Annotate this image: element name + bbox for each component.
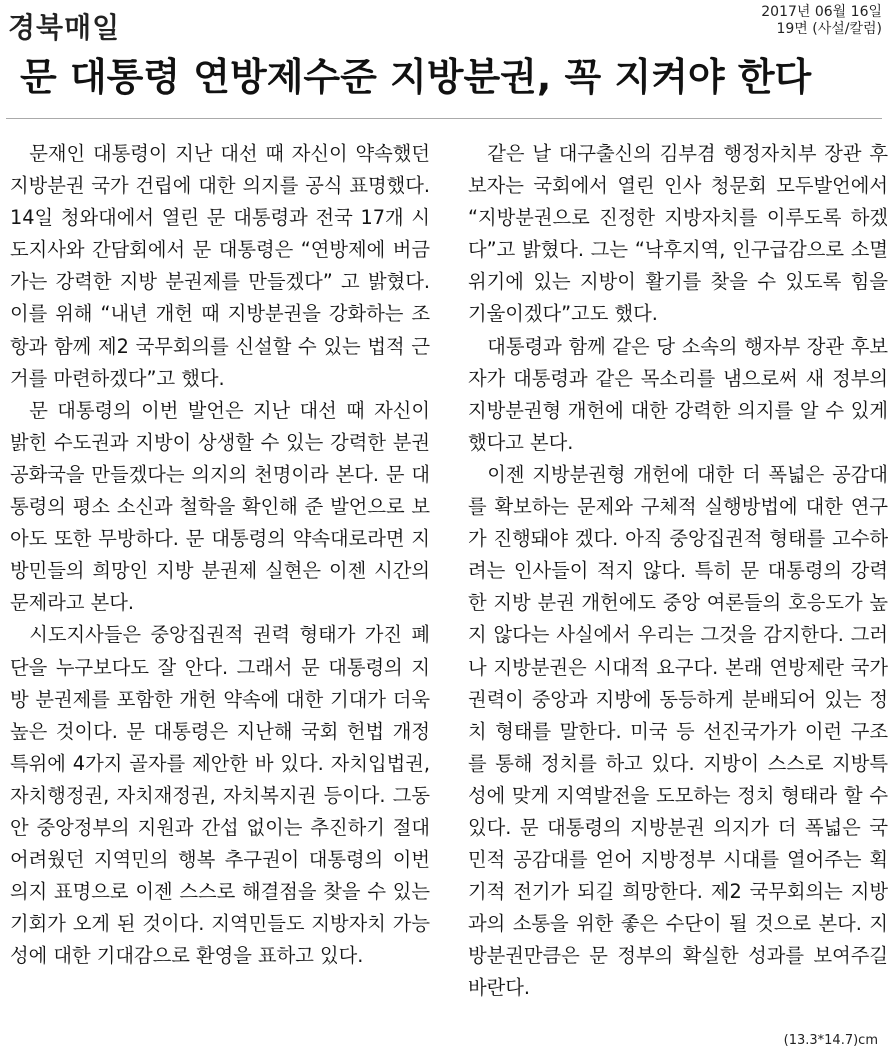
article-paragraph: 문 대통령의 이번 발언은 지난 대선 때 자신이 밝힌 수도권과 지방이 상생할 수 있는 강력한 분권 공화국을 만들겠다는 의지의 천명이라 본다. 문 대통령의 평소 소신과 철학을 확인해 준 발언으로 보아도 또한 무방하다. 문 대통령의 약속대로라면 지방민들의 희망인 지방 분권제 실현은 이젠 시간의 문제라고 본다. xyxy=(10,398,430,615)
issue-section: 19면 (사설/칼럼) xyxy=(776,21,882,37)
article-paragraph: 이젠 지방분권형 개헌에 대한 더 폭넓은 공감대를 확보하는 문제와 구체적 실행방법에 대한 연구가 진행돼야 겠다. 아직 중앙집권적 형태를 고수하려는 인사들이 적지 않다. 특히 문 대통령의 강력한 지방 분권 개헌에도 중앙 여론들의 호응도가 높지 않다는 사실에서 우리는 그것을 감지한다. 그러나 지방분권은 시대적 요구다. 본래 연방제란 국가권력이 중앙과 지방에 동등하게 분배되어 있는 정치 형태를 말한다. 미국 등 선진국가가 이런 구조를 통해 정치를 하고 있다. 지방이 스스로 지방특성에 맞게 지역발전을 도모하는 정치 형태라 할 수 있다. 문 대통령의 지방분권 의지가 더 폭넓은 국민적 공감대를 얻어 지방정부 시대를 열어주는 획기적 전기가 되길 희망한다. 제2 국무회의는 지방과의 소통을 위한 좋은 수단이 될 것으로 본다. 지방분권만큼은 문 정부의 확실한 성과를 보여주길 바란다. xyxy=(468,462,888,1000)
issue-meta xyxy=(761,4,882,38)
article-column-left xyxy=(10,138,430,972)
headline-divider xyxy=(6,118,882,119)
clipping-size: (13.3*14.7)cm xyxy=(783,1033,878,1048)
article-headline: 문 대통령 연방제수준 지방분권, 꼭 지켜야 한다 xyxy=(20,55,812,99)
article-paragraph: 시도지사들은 중앙집권적 권력 형태가 가진 폐단을 누구보다도 잘 안다. 그래서 문 대통령의 지방 분권제를 포함한 개헌 약속에 대한 기대가 더욱 높은 것이다. 문 대통령은 지난해 국회 헌법 개정특위에 4가지 골자를 제안한 바 있다. 자치입법권, 자치행정권, 자치재정권, 자치복지권 등이다. 그동안 중앙정부의 지원과 간섭 없이는 추진하기 절대 어려웠던 지역민의 행복 추구권이 대통령의 이번 의지 표명으로 이젠 스스로 해결점을 찾을 수 있는 기회가 오게 된 것이다. 지역민들도 지방자치 가능성에 대한 기대감으로 환영을 표하고 있다. xyxy=(10,623,430,968)
article-column-right xyxy=(468,138,888,1005)
article-paragraph: 대통령과 함께 같은 당 소속의 행자부 장관 후보자가 대통령과 같은 목소리를 냄으로써 새 정부의 지방분권형 개헌에 대한 강력한 의지를 알 수 있게했다고 본다. xyxy=(468,334,888,454)
article-paragraph: 같은 날 대구출신의 김부겸 행정자치부 장관 후보자는 국회에서 열린 인사 청문회 모두발언에서 “지방분권으로 진정한 지방자치를 이루도록 하겠다”고 밝혔다. 그는 “낙후지역, 인구급감으로 소멸위기에 있는 지방이 활기를 찾을 수 있도록 힘을 기울이겠다”고도 했다. xyxy=(468,142,888,326)
newspaper-masthead: 경북매일 xyxy=(8,11,121,44)
article-paragraph: 문재인 대통령이 지난 대선 때 자신이 약속했던 지방분권 국가 건립에 대한 의지를 공식 표명했다. 14일 청와대에서 열린 문 대통령과 전국 17개 시도지사와 간담회에서 문 대통령은 “연방제에 버금가는 강력한 지방 분권제를 만들겠다” 고 밝혔다. 이를 위해 “내년 개헌 때 지방분권을 강화하는 조항과 함께 제2 국무회의를 신설할 수 있는 법적 근거를 마련하겠다”고 했다. xyxy=(10,142,430,390)
issue-date: 2017년 06월 16일 xyxy=(761,4,882,20)
